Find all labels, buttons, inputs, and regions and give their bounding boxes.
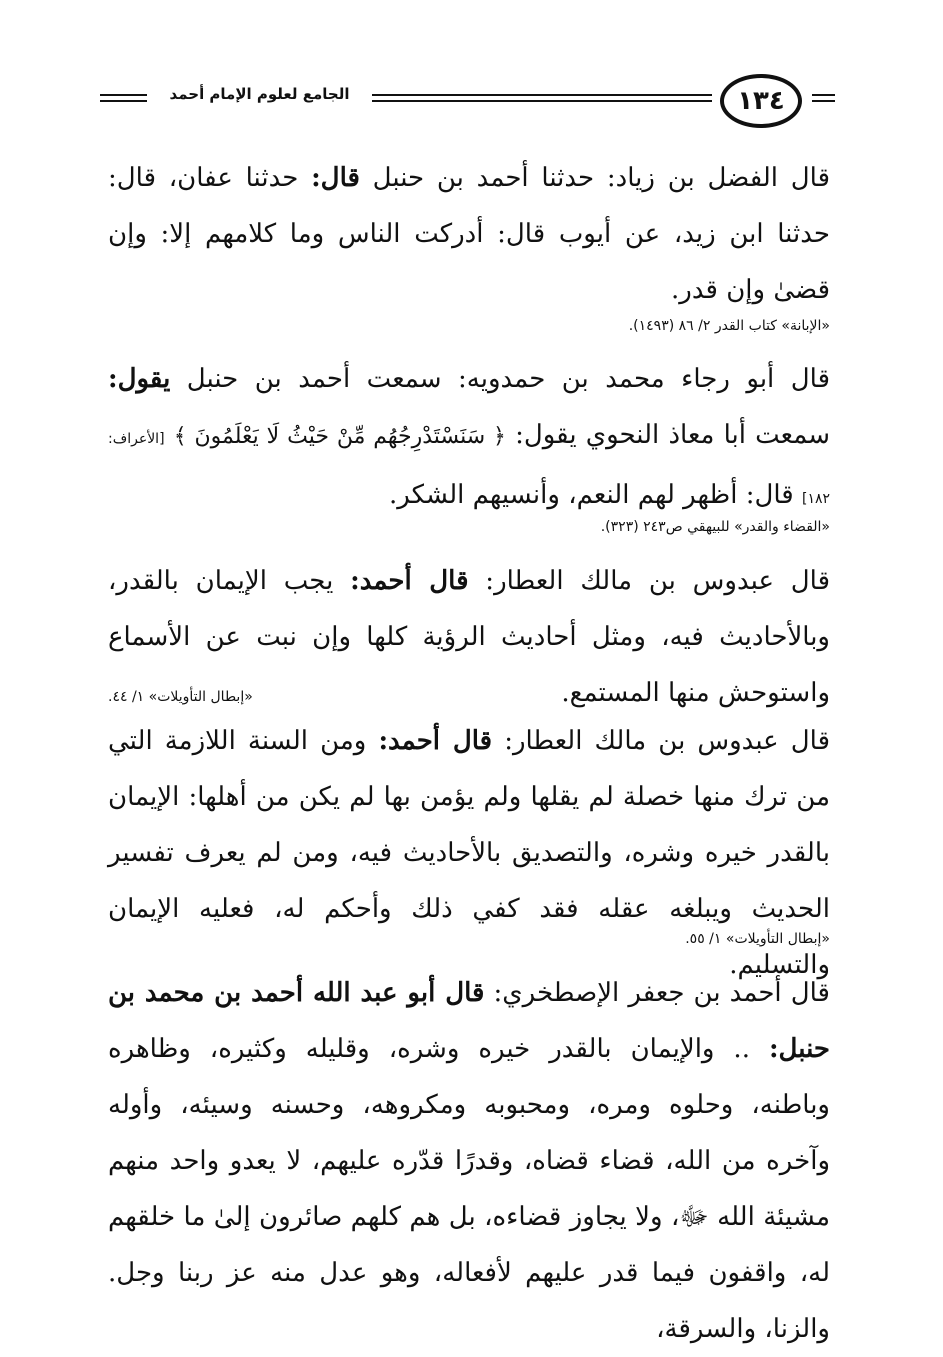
paragraph-bold: قال: — [311, 163, 360, 193]
paragraph-4 — [108, 713, 830, 993]
paragraph-text: حدثنا عفان، قال: حدثنا ابن زيد، عن أيوب قال: أدركت الناس وما كلامهم إلا: وإن قضىٰ وإن قدر. — [108, 163, 830, 305]
paragraph-text: ومن السنة اللازمة التي من ترك منها خصلة لم يقلها ولم يؤمن بها لم يكن من أهلها: الإيمان بالقدر خيره وشره، والتصديق بالأحاديث فيه، ومن لم يعرف تفسير الحديث ويبلغه عقله فقد كفي ذلك وأحكم له، فعليه الإيمان والتسليم. — [108, 726, 830, 980]
paragraph-text: قال أحمد بن جعفر الإصطخري: — [484, 978, 830, 1008]
paragraph-3 — [108, 553, 830, 725]
page-number: ١٣٤ — [720, 74, 802, 128]
citation-3: «إبطال التأويلات» ١/ ٤٤. — [108, 689, 253, 705]
page-header — [100, 70, 835, 132]
paragraph-bold: قال أحمد: — [350, 566, 469, 596]
header-rule-left — [100, 94, 147, 106]
paragraph-bold: قال أحمد: — [378, 726, 493, 756]
paragraph-text: قال عبدوس بن مالك العطار: — [492, 726, 830, 756]
paragraph-text: يجب الإيمان بالقدر، وبالأحاديث فيه، ومثل أحاديث الرؤية كلها وإن نبت عن الأسماع واستوحش منها المستمع. — [108, 566, 830, 708]
citation-4: «إبطال التأويلات» ١/ ٥٥. — [685, 931, 830, 947]
paragraph-text: قال أبو رجاء محمد بن حمدويه: سمعت أحمد بن حنبل — [170, 364, 830, 394]
paragraph-1 — [108, 150, 830, 318]
paragraph-text: سمعت أبا معاذ النحوي يقول: — [505, 420, 831, 450]
sura-reference: [الأعراف: ١٨٢] — [108, 431, 830, 507]
paragraph-bold: قال أبو عبد الله أحمد بن محمد بن حنبل: — [108, 978, 830, 1064]
running-title: الجامع لعلوم الإمام أحمد — [169, 85, 350, 103]
quran-verse: ﴿ سَنَسْتَدْرِجُهُم مِّنْ حَيْثُ لَا يَعْلَمُونَ ﴾ — [173, 424, 506, 449]
paragraph-text: قال: أظهر لهم النعم، وأنسيهم الشكر. — [389, 480, 802, 510]
citation-2: «القضاء والقدر» للبيهقي ص٢٤٣ (٣٢٣). — [600, 519, 830, 535]
citation-1: «الإبانة» كتاب القدر ٢/ ٨٦ (١٤٩٣). — [628, 318, 830, 334]
header-rule-middle — [372, 94, 712, 106]
paragraph-text: قال عبدوس بن مالك العطار: — [468, 566, 830, 596]
paragraph-bold: يقول: — [108, 364, 171, 394]
paragraph-5 — [108, 965, 830, 1357]
paragraph-text: قال الفضل بن زياد: حدثنا أحمد بن حنبل — [359, 163, 831, 193]
paragraph-text: .. والإيمان بالقدر خيره وشره، وقليله وكثيره، وظاهره وباطنه، وحلوه ومره، ومحبوبه ومكروهه، وحسنه وسيئه، وأوله وآخره من الله، قضاء قضاه، وقدرًا قدّره عليهم، لا يعدو واحد منهم مشيئة الله ﷻ، ولا يجاوز قضاءه، بل هم كلهم صائرون إلىٰ ما خلقهم له، واقفون فيما قدر عليهم لأفعاله، وهو عدل منه عز ربنا وجل. والزنا، والسرقة، — [108, 1034, 830, 1344]
paragraph-2 — [108, 351, 830, 527]
header-rule-right — [812, 94, 835, 106]
